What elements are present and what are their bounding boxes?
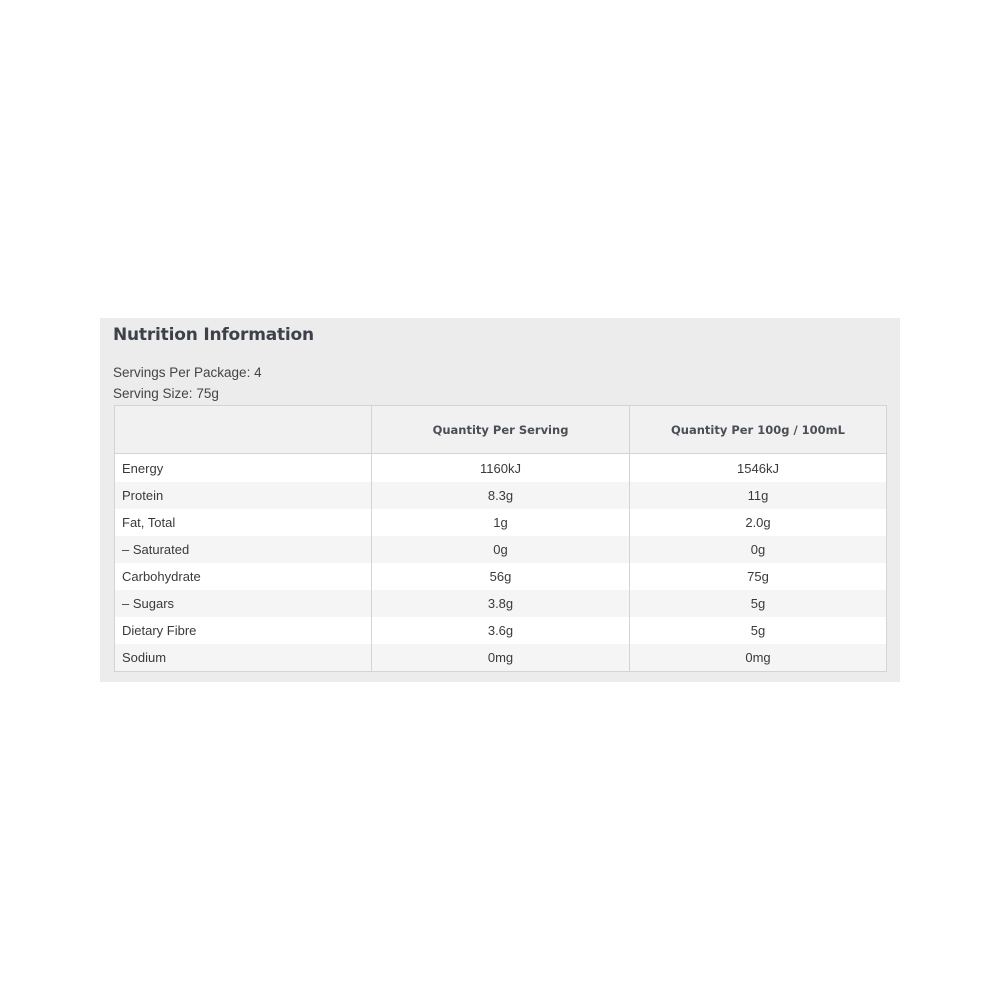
table-row xyxy=(115,617,887,644)
serving-size xyxy=(113,386,219,401)
table-header-row xyxy=(115,406,887,454)
per-100-value: 75g xyxy=(630,563,887,590)
per-serving-value: 0g xyxy=(372,536,630,563)
servings-value: 4 xyxy=(254,365,262,380)
per-serving-value: 3.8g xyxy=(372,590,630,617)
per-100-value: 5g xyxy=(630,590,887,617)
serving-size-value: 75g xyxy=(196,386,219,401)
servings-label: Servings Per Package: xyxy=(113,365,251,380)
per-100-value: 11g xyxy=(630,482,887,509)
per-100-value: 0mg xyxy=(630,644,887,672)
nutrient-name: Fat, Total xyxy=(115,509,372,536)
nutrient-name: – Saturated xyxy=(115,536,372,563)
nutrient-name: Carbohydrate xyxy=(115,563,372,590)
per-serving-value: 1160kJ xyxy=(372,454,630,483)
nutrition-panel xyxy=(100,318,900,682)
per-100-value: 5g xyxy=(630,617,887,644)
per-100-value: 0g xyxy=(630,536,887,563)
nutrient-name: Protein xyxy=(115,482,372,509)
table-row xyxy=(115,563,887,590)
nutrient-name: Sodium xyxy=(115,644,372,672)
table-row xyxy=(115,454,887,483)
nutrient-name: Energy xyxy=(115,454,372,483)
header-nutrient xyxy=(115,406,372,454)
header-per-100: Quantity Per 100g / 100mL xyxy=(630,406,887,454)
per-serving-value: 1g xyxy=(372,509,630,536)
table-row xyxy=(115,644,887,672)
per-serving-value: 56g xyxy=(372,563,630,590)
panel-title: Nutrition Information xyxy=(113,325,314,345)
header-per-serving: Quantity Per Serving xyxy=(372,406,630,454)
table-row xyxy=(115,509,887,536)
table-row xyxy=(115,482,887,509)
per-serving-value: 0mg xyxy=(372,644,630,672)
nutrition-table xyxy=(114,405,887,672)
per-serving-value: 3.6g xyxy=(372,617,630,644)
servings-per-package xyxy=(113,365,262,380)
nutrient-name: – Sugars xyxy=(115,590,372,617)
per-serving-value: 8.3g xyxy=(372,482,630,509)
table-row xyxy=(115,590,887,617)
per-100-value: 1546kJ xyxy=(630,454,887,483)
table-row xyxy=(115,536,887,563)
nutrient-name: Dietary Fibre xyxy=(115,617,372,644)
per-100-value: 2.0g xyxy=(630,509,887,536)
serving-size-label: Serving Size: xyxy=(113,386,193,401)
